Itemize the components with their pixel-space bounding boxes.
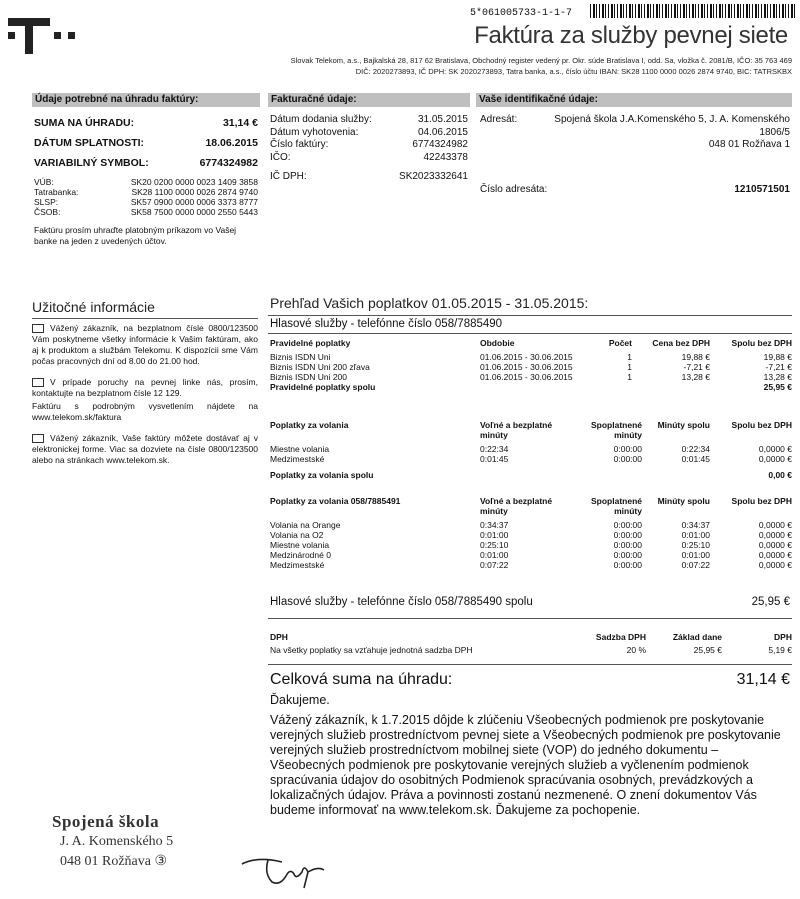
cell: Biznis ISDN Uni 200 bbox=[270, 372, 348, 382]
col-header: Sadzba DPH bbox=[595, 632, 646, 642]
cell: -7,21 € bbox=[765, 362, 792, 372]
col-header: Poplatky za volania bbox=[270, 420, 349, 430]
payment-label: DÁTUM SPLATNOSTI: bbox=[34, 137, 145, 149]
table-row bbox=[270, 520, 792, 530]
cell: 0:25:10 bbox=[681, 540, 710, 550]
invoice-label: Číslo faktúry: bbox=[270, 139, 329, 150]
grand-total-row bbox=[270, 671, 790, 689]
cell: 0:00:00 bbox=[613, 560, 642, 570]
bank-name: VÚB: bbox=[34, 177, 54, 187]
table-row bbox=[270, 444, 792, 454]
cell: 0:22:34 bbox=[480, 444, 509, 454]
col-header: DPH bbox=[774, 632, 792, 642]
company-info bbox=[232, 55, 792, 77]
cell: 13,28 € bbox=[763, 372, 792, 382]
call-fees-table bbox=[270, 420, 792, 480]
invoice-value: 42243378 bbox=[423, 151, 468, 163]
cell: Volania na O2 bbox=[270, 530, 324, 540]
cell: Medzimestské bbox=[270, 560, 325, 570]
payment-heading: Údaje potrebné na úhradu faktúry: bbox=[32, 93, 260, 107]
table-row bbox=[270, 550, 792, 560]
cell: 0,0000 € bbox=[758, 550, 792, 560]
useful-text: Vážený zákazník, na bezplatnom čísle 0800/123500 Vám poskytneme všetky informácie k Vašim faktúram, ako aj k produktom a službám Telekomu. K dispozícii sme Vám počas pracovných dní od 8.00 do 21.00 hod. bbox=[32, 323, 258, 366]
divider bbox=[32, 318, 258, 319]
grand-total-label: Celková suma na úhradu: bbox=[270, 671, 453, 688]
payment-note: Faktúru prosím uhraďte platobným príkazom vo Vašej banke na jeden z uvedených účtov. bbox=[34, 225, 237, 246]
cell: 0:01:45 bbox=[681, 454, 710, 464]
table-row bbox=[270, 645, 792, 655]
col-header: Spoplatnené minúty bbox=[590, 420, 642, 440]
bank-iban: SK57 0900 0000 0006 3373 8777 bbox=[130, 197, 258, 207]
company-line: Slovak Telekom, a.s., Bajkalská 28, 817 62 Bratislava, Obchodný register vedený pr. Okr. súde Bratislava I, odd. Sa, vložka č. 2081/B, IČO: 35 763 469 bbox=[290, 56, 792, 65]
vat-table bbox=[270, 632, 792, 655]
signature bbox=[238, 850, 348, 890]
address-line: Spojená škola J.A.Komenského 5, J. A. Komenského bbox=[554, 114, 790, 125]
thanks-text: Ďakujeme. bbox=[270, 693, 330, 707]
invoice-value: SK2023332641 bbox=[399, 171, 468, 182]
col-header: Poplatky za volania 058/7885491 bbox=[270, 496, 401, 506]
cell: 0:00:00 bbox=[613, 540, 642, 550]
cell: 1 bbox=[627, 372, 632, 382]
stamp-line: Spojená škola bbox=[52, 812, 160, 831]
cell: 0:00:00 bbox=[613, 444, 642, 454]
cell: 0:34:37 bbox=[681, 520, 710, 530]
col-header: Voľné a bezplatné minúty bbox=[480, 420, 553, 440]
cell: 5,19 € bbox=[768, 645, 792, 655]
mail-icon bbox=[32, 434, 44, 443]
col-header: Pravidelné poplatky bbox=[270, 338, 351, 348]
cell: 0:07:22 bbox=[681, 560, 710, 570]
col-header: Počet bbox=[608, 338, 632, 348]
voice-total-value: 25,95 € bbox=[751, 596, 790, 608]
payment-value: 31,14 € bbox=[222, 117, 258, 129]
cell: Medzinárodné 0 bbox=[270, 550, 331, 560]
invoice-value: 31.05.2015 bbox=[417, 114, 468, 125]
customer-block bbox=[480, 114, 790, 196]
payment-label: SUMA NA ÚHRADU: bbox=[34, 117, 135, 129]
payment-value: 6774324982 bbox=[199, 157, 258, 169]
cell: 0:00:00 bbox=[613, 550, 642, 560]
cell: 25,95 € bbox=[693, 645, 722, 655]
voice-total-label: Hlasové služby - telefónne číslo 058/7885490 spolu bbox=[270, 596, 533, 608]
col-header: Spoplatnené minúty bbox=[590, 496, 642, 516]
overview-heading: Prehľad Vašich poplatkov 01.05.2015 - 31.05.2015: bbox=[270, 295, 589, 311]
address-line: 1806/5 bbox=[759, 126, 790, 138]
bank-iban: SK58 7500 0000 0000 2550 5443 bbox=[130, 207, 258, 217]
stamp-line: J. A. Komenského 5 bbox=[60, 834, 174, 849]
invoice-heading: Fakturačné údaje: bbox=[268, 93, 470, 107]
address-label: Adresát: bbox=[480, 114, 518, 125]
cell: 0:25:10 bbox=[480, 540, 509, 550]
col-header: Voľné a bezplatné minúty bbox=[480, 496, 553, 516]
bank-name: Tatrabanka: bbox=[34, 187, 79, 197]
terms-message: Vážený zákazník, k 1.7.2015 dôjde k zlúčeniu Všeobecných podmienok pre poskytovanie verejných služieb prostredníctvom pevnej siete a Všeobecných podmienok pre poskytovanie verejných služieb prostredníctvom mobilnej siete (VOP) do jedného dokumentu – Všeobecných podmienok pre poskytovanie verejných služieb a vyčlenením podmienok spracúvania údajov do osobitných Podmienok spracúvania osobných, prevádzkových a lokalizačných údajov. Práva a povinnosti zostanú nezmenené. O znení dokumentov Vás budeme informovať na www.telekom.sk. Ďakujeme za pochopenie. bbox=[270, 713, 781, 817]
payment-block bbox=[34, 113, 258, 247]
col-header: Základ dane bbox=[672, 632, 722, 642]
useful-text: Faktúru s podrobným vysvetlením nájdete na www.telekom.sk/faktura bbox=[32, 401, 258, 422]
cell: 0,0000 € bbox=[758, 454, 792, 464]
cell: 0,0000 € bbox=[758, 520, 792, 530]
table-row bbox=[270, 560, 792, 570]
stamp-line: 048 01 Rožňava ③ bbox=[60, 854, 168, 869]
table-row bbox=[270, 362, 792, 372]
table-header bbox=[270, 496, 792, 516]
invoice-title: Faktúra za služby pevnej siete bbox=[474, 22, 788, 49]
cell: -7,21 € bbox=[683, 362, 710, 372]
grand-total-value: 31,14 € bbox=[736, 671, 790, 688]
table-header bbox=[270, 338, 792, 348]
payment-label: VARIABILNÝ SYMBOL: bbox=[34, 157, 149, 169]
cell: Miestne volania bbox=[270, 540, 330, 550]
voice-total-row bbox=[270, 596, 790, 608]
bank-iban: SK20 0200 0000 0023 1409 3858 bbox=[130, 177, 258, 187]
cell: 0:00:00 bbox=[613, 530, 642, 540]
bank-name: SLSP: bbox=[34, 197, 59, 207]
cell: Medzimestské bbox=[270, 454, 325, 464]
useful-info-heading: Užitočné informácie bbox=[32, 299, 155, 315]
useful-text: V prípade poruchy na pevnej linke nás, prosím, kontaktujte na bezplatnom čísle 12 129. bbox=[32, 377, 258, 398]
table-row bbox=[270, 352, 792, 362]
total-label: Pravidelné poplatky spolu bbox=[270, 382, 376, 392]
useful-text: Vážený zákazník, Vaše faktúry môžete dostávať aj v elektronickej forme. Viac sa dozviete na čísle 0800/123500 alebo na stránkach www.telekom.sk. bbox=[32, 433, 258, 465]
invoice-block bbox=[270, 114, 468, 184]
cell: Na všetky poplatky sa vzťahuje jednotná sadzba DPH bbox=[270, 645, 473, 655]
total-value: 0,00 € bbox=[768, 470, 792, 480]
col-header: Spolu bez DPH bbox=[731, 420, 792, 430]
cell: Biznis ISDN Uni 200 zľava bbox=[270, 362, 370, 372]
bank-iban: SK28 1100 0000 0026 2874 9740 bbox=[131, 187, 258, 197]
table-total-row bbox=[270, 382, 792, 392]
cell: 0,0000 € bbox=[758, 560, 792, 570]
cell: 0,0000 € bbox=[758, 444, 792, 454]
cell: 1 bbox=[627, 352, 632, 362]
cell: 01.06.2015 - 30.06.2015 bbox=[480, 352, 573, 362]
cell: Miestne volania bbox=[270, 444, 330, 454]
barcode bbox=[590, 4, 795, 18]
table-row bbox=[270, 372, 792, 382]
table-total-row bbox=[270, 470, 792, 480]
table-header bbox=[270, 420, 792, 440]
cell: 0:01:45 bbox=[480, 454, 509, 464]
school-stamp bbox=[52, 812, 173, 872]
cell: 0,0000 € bbox=[758, 540, 792, 550]
cell: 1 bbox=[627, 362, 632, 372]
col-header: Cena bez DPH bbox=[652, 338, 710, 348]
table-row bbox=[270, 540, 792, 550]
cell: 0:00:00 bbox=[613, 454, 642, 464]
divider bbox=[268, 333, 792, 334]
invoice-label: IČO: bbox=[270, 151, 291, 163]
divider bbox=[268, 618, 792, 619]
cell: 01.06.2015 - 30.06.2015 bbox=[480, 362, 573, 372]
telekom-logo bbox=[8, 6, 78, 56]
address-line: 048 01 Rožňava 1 bbox=[708, 139, 790, 150]
cell: 0,0000 € bbox=[758, 530, 792, 540]
col-header: Minúty spolu bbox=[657, 420, 710, 430]
payment-value: 18.06.2015 bbox=[205, 137, 258, 149]
invoice-label: IČ DPH: bbox=[270, 171, 307, 182]
cell: 0:01:00 bbox=[480, 530, 509, 540]
cell: 0:01:00 bbox=[681, 530, 710, 540]
divider bbox=[268, 664, 792, 665]
cell: Biznis ISDN Uni bbox=[270, 352, 331, 362]
cell: 0:01:00 bbox=[480, 550, 509, 560]
col-header: Spolu bez DPH bbox=[731, 338, 792, 348]
bank-name: ČSOB: bbox=[34, 207, 61, 217]
customer-number: 1210571501 bbox=[734, 183, 790, 195]
company-line: DIČ: 2020273893, IČ DPH: SK 2020273893, Tatra banka, a.s., číslo účtu IBAN: SK28 1100 0000 0026 2874 9740, BIC: TATRSKBX bbox=[355, 67, 792, 76]
cell: 0:07:22 bbox=[480, 560, 509, 570]
divider bbox=[268, 315, 792, 316]
phone-icon bbox=[32, 378, 44, 387]
regular-fees-table bbox=[270, 338, 792, 392]
cell: 0:22:34 bbox=[681, 444, 710, 454]
cell: 0:00:00 bbox=[613, 520, 642, 530]
invoice-label: Dátum dodania služby: bbox=[270, 114, 372, 125]
cell: 20 % bbox=[626, 645, 646, 655]
invoice-value: 04.06.2015 bbox=[417, 126, 468, 138]
col-header: DPH bbox=[270, 632, 288, 642]
total-value: 25,95 € bbox=[763, 382, 792, 392]
cell: 01.06.2015 - 30.06.2015 bbox=[480, 372, 573, 382]
table-header bbox=[270, 632, 792, 642]
col-header: Spolu bez DPH bbox=[731, 496, 792, 506]
cell: 0:01:00 bbox=[681, 550, 710, 560]
cell: 19,88 € bbox=[763, 352, 792, 362]
cell: 19,88 € bbox=[681, 352, 710, 362]
col-header: Minúty spolu bbox=[657, 496, 710, 506]
useful-info bbox=[32, 323, 258, 466]
document-number: 5*061005733-1-1-7 bbox=[470, 8, 573, 19]
cell: 13,28 € bbox=[681, 372, 710, 382]
invoice-label: Dátum vyhotovenia: bbox=[270, 126, 359, 138]
voice-subheading: Hlasové služby - telefónne číslo 058/7885490 bbox=[270, 318, 503, 330]
cell: Volania na Orange bbox=[270, 520, 341, 530]
col-header: Obdobie bbox=[480, 338, 515, 348]
cell: 0:34:37 bbox=[480, 520, 509, 530]
total-label: Poplatky za volania spolu bbox=[270, 470, 374, 480]
table-row bbox=[270, 530, 792, 540]
customer-number-label: Číslo adresáta: bbox=[480, 183, 548, 195]
invoice-value: 6774324982 bbox=[412, 139, 468, 150]
phone-icon bbox=[32, 324, 44, 333]
table-row bbox=[270, 454, 792, 464]
call-fees-table-2 bbox=[270, 496, 792, 570]
customer-heading: Vaše identifikačné údaje: bbox=[476, 93, 792, 107]
